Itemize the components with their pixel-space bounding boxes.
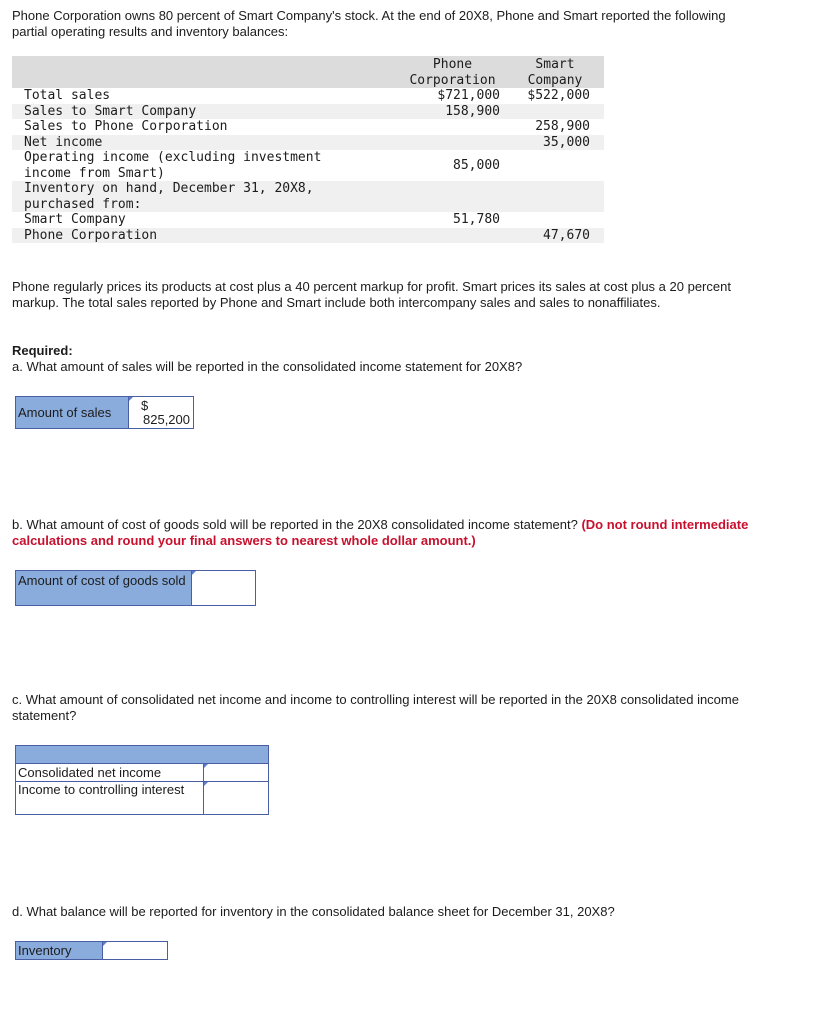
answer-c-table [15, 745, 269, 815]
table-row [12, 88, 604, 104]
question-c: c. What amount of consolidated net income and income to controlling interest will be reported in the 20X8 consolidated income statement? [12, 692, 739, 723]
cell-phone-sales-to-smart: 158,900 [399, 104, 506, 120]
row-label-total-sales: Total sales [24, 88, 111, 103]
row-label-inventory-smart: Smart Company [24, 212, 126, 227]
row-label-sales-to-smart: Sales to Smart Company [12, 104, 399, 120]
row-label-inventory-on-hand: Inventory on hand, December 31, 20X8, purchased from: [12, 181, 399, 212]
table-row [12, 104, 604, 120]
inventory-label: Inventory [16, 942, 103, 960]
income-to-controlling-interest-input[interactable] [204, 782, 269, 815]
table-row [12, 119, 604, 135]
table-row [12, 212, 604, 228]
table-row [12, 181, 604, 212]
cell-smart-total-sales: $522,000 [527, 88, 590, 103]
row-label-net-income: Net income [12, 135, 399, 151]
question-b-rounding-note: (Do not round intermediate calculations and round your final answers to nearest whole dollar amount.) [12, 517, 749, 548]
cell-phone-inventory-smart: 51,780 [453, 212, 500, 227]
cell-smart-sales-to-smart [506, 104, 604, 120]
row-label-sales-to-phone: Sales to Phone Corporation [24, 119, 228, 134]
inventory-input[interactable] [103, 942, 168, 960]
row-label-operating-income: Operating income (excluding investment income from Smart) [24, 150, 322, 181]
cell-smart-inventory-phone: 47,670 [506, 228, 604, 244]
question-a: a. What amount of sales will be reported in the consolidated income statement for 20X8? [12, 359, 523, 374]
cell-phone-operating-income: 85,000 [453, 157, 500, 173]
cell-smart-net-income: 35,000 [506, 135, 604, 151]
consolidated-net-income-input[interactable] [204, 764, 269, 782]
header-smart-company: Smart Company [506, 56, 604, 88]
pricing-paragraph: Phone regularly prices its products at cost plus a 40 percent markup for profit. Smart prices its sales at cost plus a 20 percent markup. The total sales reported by Phone and Smart include both intercompany sales and sales to nonaffiliates. [12, 279, 731, 310]
amount-of-sales-input[interactable] [129, 397, 194, 429]
row-label-inventory-phone: Phone Corporation [12, 228, 399, 244]
header-phone-corporation: Phone Corporation [399, 56, 506, 88]
amount-of-sales-label: Amount of sales [16, 397, 129, 429]
question-d: d. What balance will be reported for inventory in the consolidated balance sheet for December 31, 20X8? [12, 904, 615, 919]
cell-phone-inventory-phone [399, 228, 506, 244]
cost-of-goods-sold-label: Amount of cost of goods sold [16, 571, 192, 606]
answer-d-table [15, 941, 168, 960]
cell-phone-sales-to-phone [399, 119, 506, 135]
amount-of-sales-value: 825,200 [143, 412, 190, 427]
answer-c-header-bar [16, 746, 269, 764]
consolidated-net-income-label: Consolidated net income [16, 764, 204, 782]
table-row [12, 135, 604, 151]
cell-smart-sales-to-phone: 258,900 [535, 119, 590, 134]
table-row [12, 228, 604, 244]
table-row [12, 150, 604, 181]
operating-results-table [12, 56, 604, 243]
intro-text: Phone Corporation owns 80 percent of Smart Company's stock. At the end of 20X8, Phone and Smart reported the following partial operating results and inventory balances: [12, 8, 726, 39]
required-heading: Required: [12, 343, 73, 358]
income-to-controlling-interest-label: Income to controlling interest [16, 782, 204, 815]
cell-smart-inventory-smart [506, 212, 604, 228]
cell-phone-total-sales: $721,000 [437, 88, 500, 103]
table-header-row [12, 56, 604, 88]
cell-phone-net-income [399, 135, 506, 151]
cell-smart-operating-income [506, 150, 604, 181]
answer-b-table [15, 570, 256, 606]
answer-a-table [15, 396, 194, 429]
currency-symbol: $ [141, 398, 149, 413]
question-b: b. What amount of cost of goods sold will be reported in the 20X8 consolidated income statement? (Do not round intermediate calculations and round your final answers to nearest whole dollar amount.) [12, 517, 749, 548]
cost-of-goods-sold-input[interactable] [192, 571, 256, 606]
